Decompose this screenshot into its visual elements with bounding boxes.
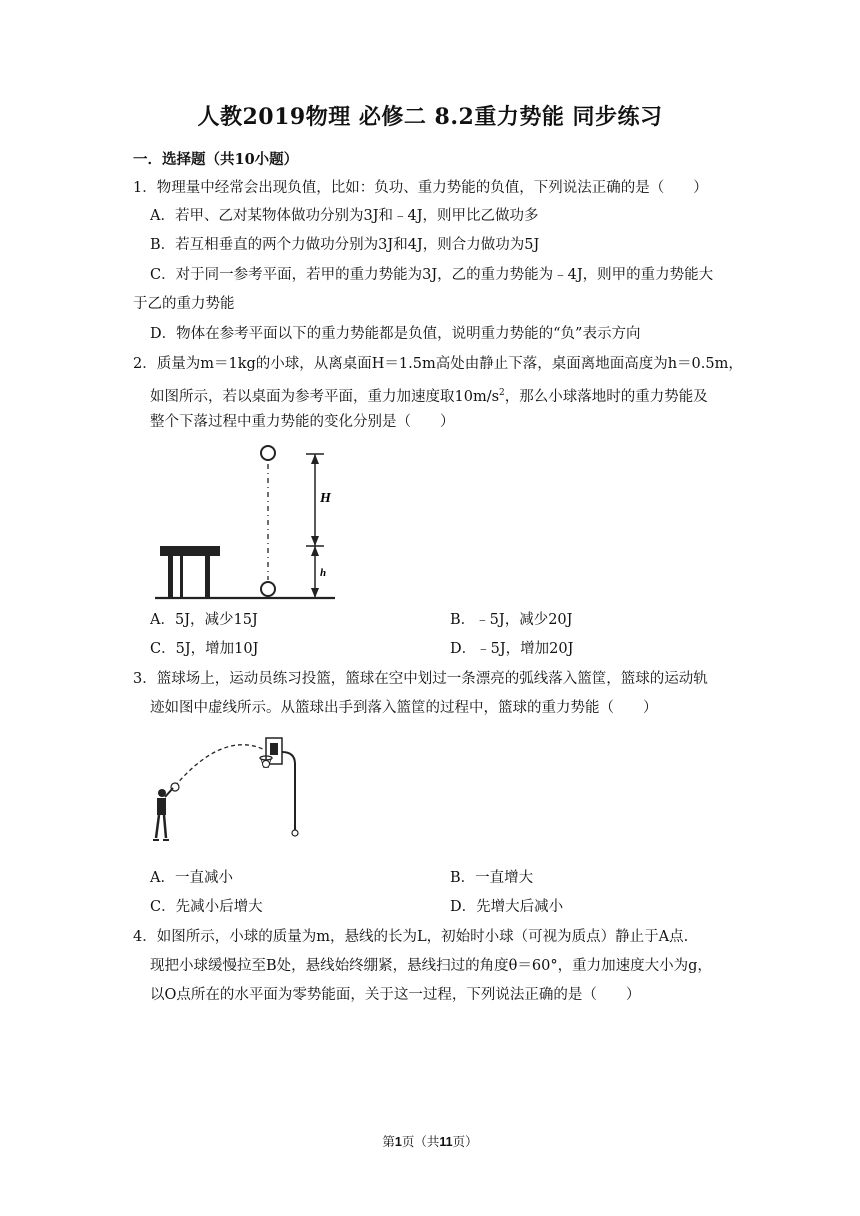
q4-stem-line2: 现把小球缓慢拉至B处，悬线始终绷紧，悬线扫过的角度θ＝60°，重力加速度大小为g， <box>150 958 712 974</box>
q2-stem-line2 <box>150 383 708 407</box>
q2-stem-line1: 2．质量为m＝1kg的小球，从离桌面H＝1.5m高处由静止下落，桌面离地面高度为h＝0.5m， <box>133 356 743 372</box>
q1-option-b: B．若互相垂直的两个力做功分别为3J和4J，则合力做功为5J <box>150 237 540 253</box>
q3-option-a: A．一直减小 <box>150 870 233 886</box>
pole-base <box>292 830 298 836</box>
arrow-mid-up <box>311 546 319 556</box>
q3-stem-line1: 3．篮球场上，运动员练习投篮，篮球在空中划过一条漂亮的弧线落入篮筐，篮球的运动轨 <box>133 671 708 687</box>
q4-stem-line1: 4．如图所示，小球的质量为m，悬线的长为L，初始时小球（可视为质点）静止于A点. <box>133 929 689 945</box>
q4-stem-line3: 以O点所在的水平面为零势能面，关于这一过程，下列说法正确的是（ ） <box>150 987 641 1003</box>
arrow-top <box>311 454 319 464</box>
q2-stem-exponent: 2 <box>499 388 505 398</box>
section-heading: 一．选择题（共10小题） <box>133 151 299 168</box>
ball-in-rim <box>263 761 270 768</box>
q2-stem-line3: 整个下落过程中重力势能的变化分别是（ ） <box>150 414 455 430</box>
player-leg-left <box>156 815 159 838</box>
arrow-mid-down <box>311 536 319 546</box>
q3-stem-line2: 迹如图中虚线所示。从篮球出手到落入篮筐的过程中，篮球的重力势能（ ） <box>150 700 658 716</box>
label-h: h <box>320 567 327 579</box>
q1-option-c: C．对于同一参考平面，若甲的重力势能为3J，乙的重力势能为﹣4J，则甲的重力势能大 <box>150 267 714 283</box>
footer-page-number: 1 <box>394 1135 402 1149</box>
q2-option-a: A．5J，减少15J <box>150 612 258 628</box>
ball-bottom <box>261 582 275 596</box>
q2-option-b: B．﹣5J，减少20J <box>450 612 573 628</box>
q1-option-a: A．若甲、乙对某物体做功分别为3J和﹣4J，则甲比乙做功多 <box>150 208 539 224</box>
q2-stem-line2-a: 如图所示，若以桌面为参考平面，重力加速度取10m/s <box>150 388 500 405</box>
hoop-pole <box>282 752 295 832</box>
q2-option-c: C．5J，增加10J <box>150 641 259 657</box>
q2-stem-line2-b: ，那么小球落地时的重力势能及 <box>504 388 708 405</box>
page-footer <box>0 1132 860 1150</box>
q3-option-c: C．先减小后增大 <box>150 899 263 915</box>
page-title: 人教2019物理 必修二 8.2重力势能 同步练习 <box>197 104 663 130</box>
table-top <box>160 546 220 556</box>
ball-top <box>261 446 275 460</box>
backboard-square <box>270 743 278 755</box>
q3-figure-basketball <box>145 730 315 855</box>
q3-option-b: B．一直增大 <box>450 870 534 886</box>
player-arm <box>165 788 173 797</box>
q3-option-d: D．先增大后减小 <box>450 899 564 915</box>
label-H: H <box>320 491 331 506</box>
footer-post: 页） <box>452 1134 478 1149</box>
table-leg-inner <box>180 556 183 598</box>
q1-option-c-cont: 于乙的重力势能 <box>133 296 235 312</box>
q1-stem: 1．物理量中经常会出现负值，比如：负功、重力势能的负值，下列说法正确的是（ ） <box>133 180 708 196</box>
q2-figure-table-ball <box>150 440 340 605</box>
q2-option-d: D．﹣5J，增加20J <box>450 641 574 657</box>
player-body <box>157 798 166 815</box>
footer-pre: 第 <box>382 1134 395 1149</box>
arrow-bottom <box>311 588 319 598</box>
footer-mid: 页（共 <box>401 1134 440 1149</box>
footer-total-pages: 11 <box>439 1135 453 1149</box>
table-leg-left <box>168 556 173 598</box>
player-leg-right <box>164 815 166 838</box>
q1-option-d: D．物体在参考平面以下的重力势能都是负值，说明重力势能的“负”表示方向 <box>150 326 641 342</box>
table-leg-right <box>205 556 210 598</box>
trajectory <box>175 745 265 786</box>
